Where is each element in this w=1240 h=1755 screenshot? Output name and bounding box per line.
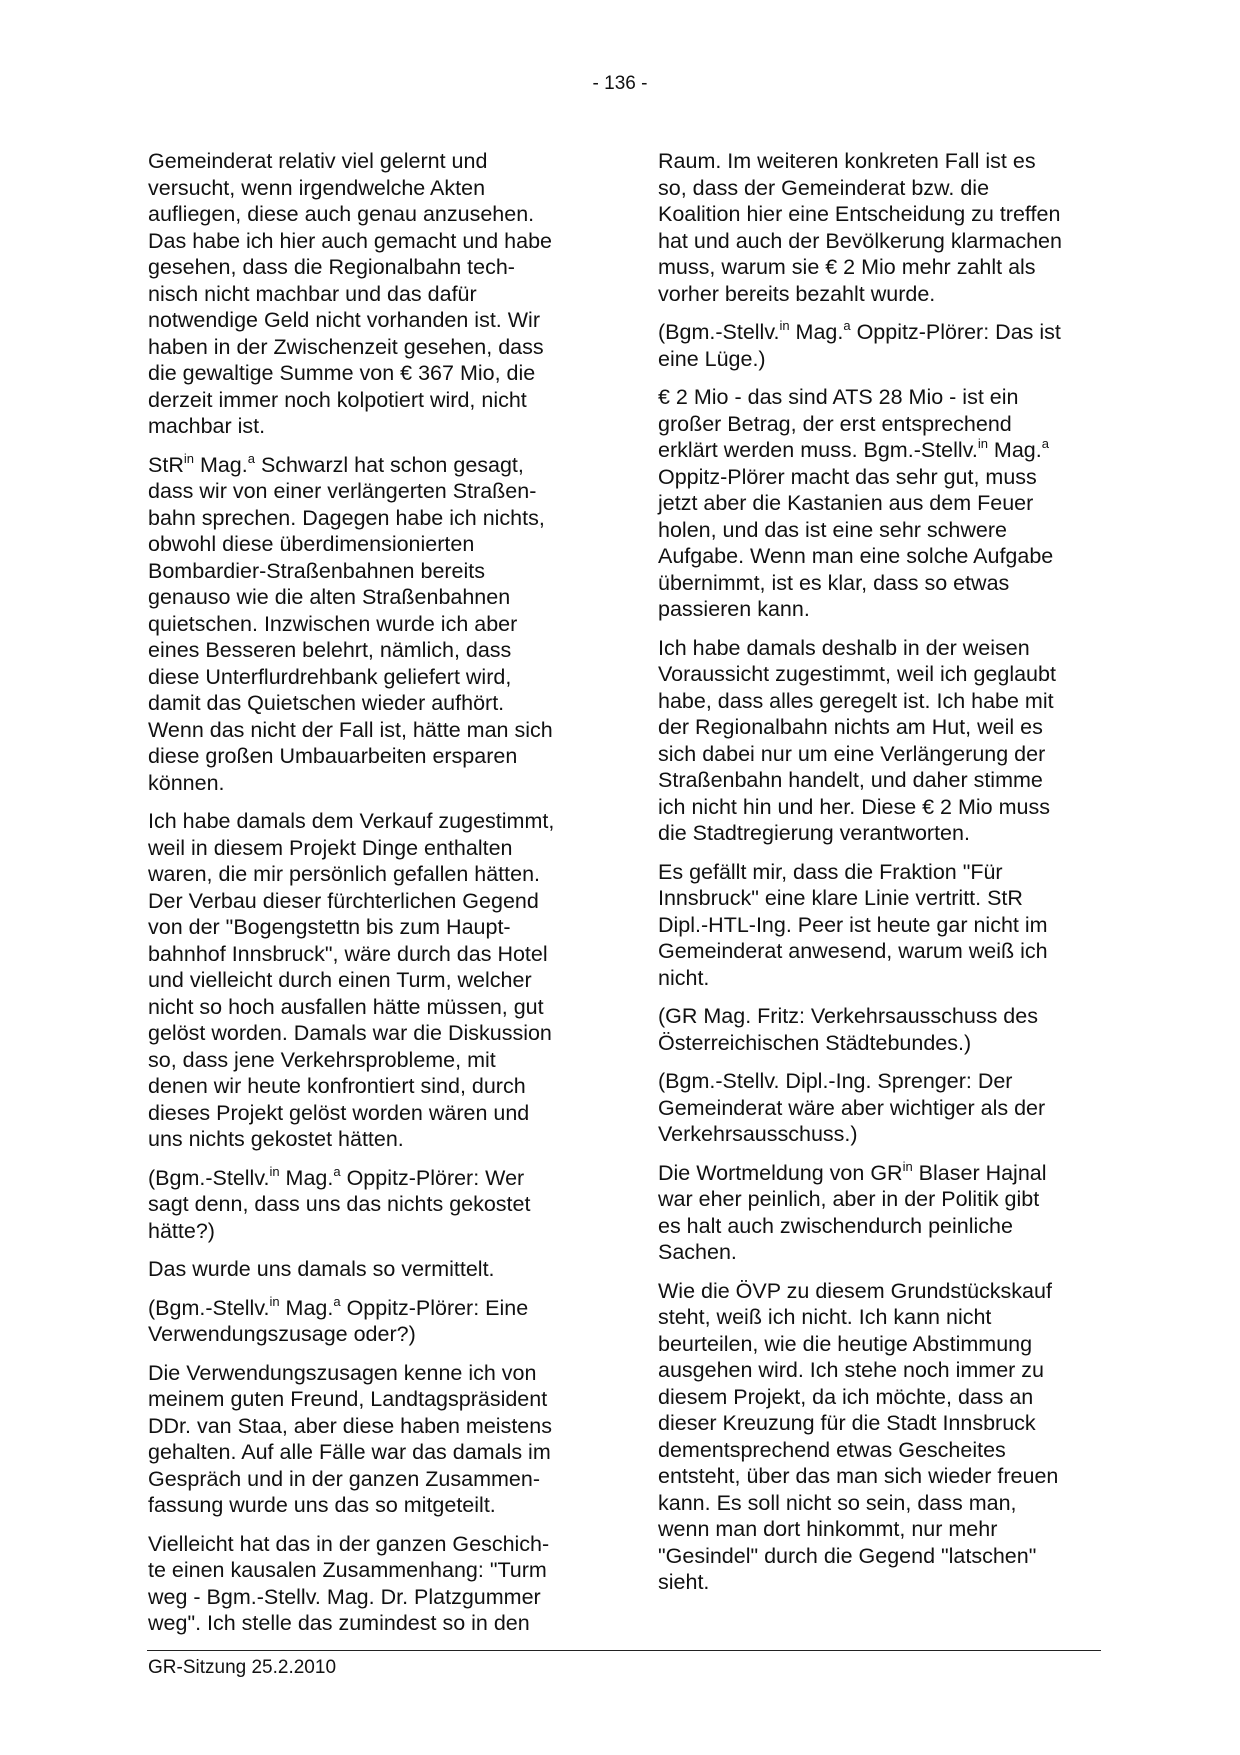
text-line: Innsbruck" eine klare Linie vertritt. StR	[658, 886, 1023, 910]
text-line: (Bgm.-Stellv.$^{in}$ Mag.$^a$ Oppitz-Plörer: Eine	[148, 1293, 529, 1320]
text-line: gesehen, dass die Regionalbahn tech-	[148, 255, 515, 279]
text-line: (Bgm.-Stellv. Dipl.-Ing. Sprenger: Der	[658, 1069, 1013, 1093]
paragraph	[658, 1278, 1098, 1596]
text-line: aufliegen, diese auch genau anzusehen.	[148, 202, 535, 226]
page-number: - 136 -	[592, 73, 648, 94]
text-line: großer Betrag, der erst entsprechend	[658, 411, 1012, 436]
text-line: Voraussicht zugestimmt, weil ich geglaubt	[658, 662, 1056, 686]
text-line: Vielleicht hat das in der ganzen Geschich-	[148, 1531, 550, 1556]
text-line: Die Wortmeldung von $GR^{in}$ Blaser Hajnal	[658, 1158, 1047, 1185]
text-line: der Regionalbahn nichts am Hut, weil es	[658, 715, 1043, 739]
text-line: Gespräch und in der ganzen Zusammen-	[148, 1466, 540, 1491]
text-line: von der "Bogengstettn bis zum Haupt-	[148, 915, 511, 939]
text-line: so, dass jene Verkehrsprobleme, mit	[148, 1047, 496, 1072]
paragraph	[658, 384, 1098, 623]
text-line: dementsprechend etwas Gescheites	[658, 1437, 1006, 1462]
text-line: uns nichts gekostet hätten.	[148, 1127, 404, 1151]
text-line: habe, dass alles geregelt ist. Ich habe mit	[658, 688, 1054, 713]
paragraph	[658, 1068, 1098, 1148]
paragraph	[148, 148, 588, 440]
text-line: die gewaltige Summe von € 367 Mio, die	[148, 361, 536, 385]
text-line: machbar ist.	[148, 414, 266, 438]
text-line: fassung wurde uns das so mitgeteilt.	[148, 1493, 496, 1517]
text-line: Es gefällt mir, dass die Fraktion "Für	[658, 859, 1003, 884]
text-line: wenn man dort hinkommt, nur mehr	[658, 1517, 998, 1541]
text-line: muss, warum sie € 2 Mio mehr zahlt als	[658, 255, 1036, 279]
text-line: nisch nicht machbar und das dafür	[148, 281, 477, 306]
text-line: gelöst worden. Damals war die Diskussion	[148, 1021, 552, 1045]
text-line: Wenn das nicht der Fall ist, hätte man sich	[148, 717, 553, 742]
paragraph	[148, 1360, 588, 1519]
text-line: Oppitz-Plörer macht das sehr gut, muss	[658, 464, 1037, 489]
text-line: weil in diesem Projekt Dinge enthalten	[148, 835, 513, 860]
text-line: Bombardier-Straßenbahnen bereits	[148, 558, 486, 583]
text-line: haben in der Zwischenzeit gesehen, dass	[148, 334, 544, 359]
paragraph	[148, 452, 588, 797]
text-line: derzeit immer noch kolpotiert wird, nicht	[148, 387, 527, 412]
text-line: Ich habe damals dem Verkauf zugestimmt,	[148, 809, 555, 833]
text-line: war eher peinlich, aber in der Politik gibt	[658, 1187, 1040, 1211]
text-line: gehalten. Auf alle Fälle war das damals im	[148, 1440, 551, 1464]
text-line: obwohl diese überdimensionierten	[148, 532, 475, 556]
text-line: kann. Es soll nicht so sein, dass man,	[658, 1490, 1017, 1515]
text-line: diese großen Umbauarbeiten ersparen	[148, 744, 518, 768]
text-line: es halt auch zwischendurch peinliche	[658, 1213, 1013, 1238]
text-line: sagt denn, dass uns das nichts gekostet	[148, 1192, 531, 1216]
text-line: Österreichischen Städtebundes.)	[658, 1030, 972, 1055]
text-line: Gemeinderat relativ viel gelernt und	[148, 149, 488, 173]
text-line: Das habe ich hier auch gemacht und habe	[148, 228, 552, 253]
text-line: diesem Projekt, da ich möchte, dass an	[658, 1384, 1034, 1409]
text-line: damit das Quietschen wieder aufhört.	[148, 691, 505, 715]
text-line: quietschen. Inzwischen wurde ich aber	[148, 611, 518, 636]
text-line: bahnhof Innsbruck", wäre durch das Hotel	[148, 941, 548, 966]
text-line: te einen kausalen Zusammenhang: "Turm	[148, 1558, 547, 1582]
text-line: steht, weiß ich nicht. Ich kann nicht	[658, 1305, 992, 1329]
text-line: hätte?)	[148, 1218, 215, 1243]
text-line: entsteht, über das man sich wieder freuen	[658, 1464, 1059, 1488]
text-line: Raum. Im weiteren konkreten Fall ist es	[658, 149, 1036, 173]
text-line: "Gesindel" durch die Gegend "latschen"	[658, 1543, 1037, 1568]
text-line: Sachen.	[658, 1240, 737, 1264]
text-line: Dipl.-HTL-Ing. Peer ist heute gar nicht im	[658, 912, 1048, 937]
text-line: eines Besseren belehrt, nämlich, dass	[148, 638, 512, 662]
text-line: beurteilen, wie die heutige Abstimmung	[658, 1331, 1033, 1356]
paragraph	[148, 1256, 588, 1283]
paragraph	[658, 1160, 1098, 1266]
text-line: nicht so hoch ausfallen hätte müssen, gut	[148, 994, 544, 1019]
text-line: holen, und das ist eine sehr schwere	[658, 517, 1007, 542]
text-line: genauso wie die alten Straßenbahnen	[148, 585, 511, 609]
text-line: Koalition hier eine Entscheidung zu treffen	[658, 202, 1061, 226]
text-line: waren, die mir persönlich gefallen hätten.	[148, 862, 540, 886]
footer-rule	[147, 1650, 1101, 1651]
text-line: DDr. van Staa, aber diese haben meistens	[148, 1413, 552, 1438]
text-line: (Bgm.-Stellv.$^{in}$ Mag.$^a$ Oppitz-Plörer: Das ist	[658, 318, 1061, 344]
text-line: (Bgm.-Stellv.$^{in}$ Mag.$^a$ Oppitz-Plörer: Wer	[148, 1163, 525, 1190]
text-line: vorher bereits bezahlt wurde.	[658, 281, 936, 306]
text-line: diese Unterflurdrehbank geliefert wird,	[148, 664, 512, 689]
paragraph	[658, 1003, 1098, 1056]
text-line: Gemeinderat wäre aber wichtiger als der	[658, 1095, 1046, 1120]
paragraph	[148, 1295, 588, 1348]
text-line: ausgehen wird. Ich stehe noch immer zu	[658, 1358, 1045, 1382]
right-column	[658, 148, 1098, 1608]
text-line: notwendige Geld nicht vorhanden ist. Wir	[148, 308, 540, 332]
paragraph	[148, 1165, 588, 1245]
text-line: so, dass der Gemeinderat bzw. die	[658, 175, 990, 200]
text-line: Wie die ÖVP zu diesem Grundstückskauf	[658, 1278, 1052, 1303]
text-line: erklärt werden muss. Bgm.-Stellv.$^{in}$ Mag.$^a$	[658, 436, 1049, 462]
text-line: weg - Bgm.-Stellv. Mag. Dr. Platzgummer	[148, 1584, 541, 1609]
text-line: ich nicht hin und her. Diese € 2 Mio muss	[658, 794, 1050, 819]
text-line: übernimmt, ist es klar, dass so etwas	[658, 570, 1010, 595]
text-line: die Stadtregierung verantworten.	[658, 821, 970, 845]
text-line: können.	[148, 770, 225, 795]
text-line: sich dabei nur um eine Verlängerung der	[658, 741, 1046, 766]
text-line: Verkehrsausschuss.)	[658, 1122, 858, 1146]
text-line: und vielleicht durch einen Turm, welcher	[148, 968, 532, 992]
text-line: Ich habe damals deshalb in der weisen	[658, 635, 1030, 660]
text-line: nicht.	[658, 965, 710, 990]
text-line: versucht, wenn irgendwelche Akten	[148, 175, 486, 200]
text-line: hat und auch der Bevölkerung klarmachen	[658, 228, 1062, 253]
footer-text: GR-Sitzung 25.2.2010	[148, 1657, 337, 1678]
text-line: sieht.	[658, 1570, 710, 1594]
left-column	[148, 148, 588, 1649]
text-line: Verwendungszusage oder?)	[148, 1322, 416, 1346]
text-line: dass wir von einer verlängerten Straßen-	[148, 479, 537, 503]
text-line: jetzt aber die Kastanien aus dem Feuer	[658, 491, 1034, 515]
text-line: Die Verwendungszusagen kenne ich von	[148, 1360, 537, 1385]
text-line: denen wir heute konfrontiert sind, durch	[148, 1074, 526, 1098]
text-line: Aufgabe. Wenn man eine solche Aufgabe	[658, 544, 1054, 568]
text-line: dieser Kreuzung für die Stadt Innsbruck	[658, 1411, 1036, 1435]
text-line: meinem guten Freund, Landtagspräsident	[148, 1387, 548, 1411]
text-line: Das wurde uns damals so vermittelt.	[148, 1257, 495, 1281]
text-line: weg". Ich stelle das zumindest so in den	[148, 1611, 530, 1635]
text-line: dieses Projekt gelöst worden wären und	[148, 1100, 530, 1125]
text-line: StR$^{in}$ Mag.$^a$ Schwarzl hat schon gesagt,	[148, 450, 524, 477]
paragraph	[148, 808, 588, 1153]
text-line: Der Verbau dieser fürchterlichen Gegend	[148, 888, 539, 913]
paragraph	[658, 859, 1098, 992]
text-line: bahn sprechen. Dagegen habe ich nichts,	[148, 505, 545, 530]
text-line: eine Lüge.)	[658, 346, 766, 371]
text-line: passieren kann.	[658, 597, 810, 621]
paragraph	[658, 635, 1098, 847]
paragraph	[658, 319, 1098, 372]
text-line: (GR Mag. Fritz: Verkehrsausschuss des	[658, 1004, 1038, 1028]
text-line: Gemeinderat anwesend, warum weiß ich	[658, 939, 1048, 963]
text-line: € 2 Mio - das sind ATS 28 Mio - ist ein	[658, 385, 1019, 409]
paragraph	[148, 1531, 588, 1637]
text-line: Straßenbahn handelt, und daher stimme	[658, 768, 1043, 792]
paragraph	[658, 148, 1098, 307]
